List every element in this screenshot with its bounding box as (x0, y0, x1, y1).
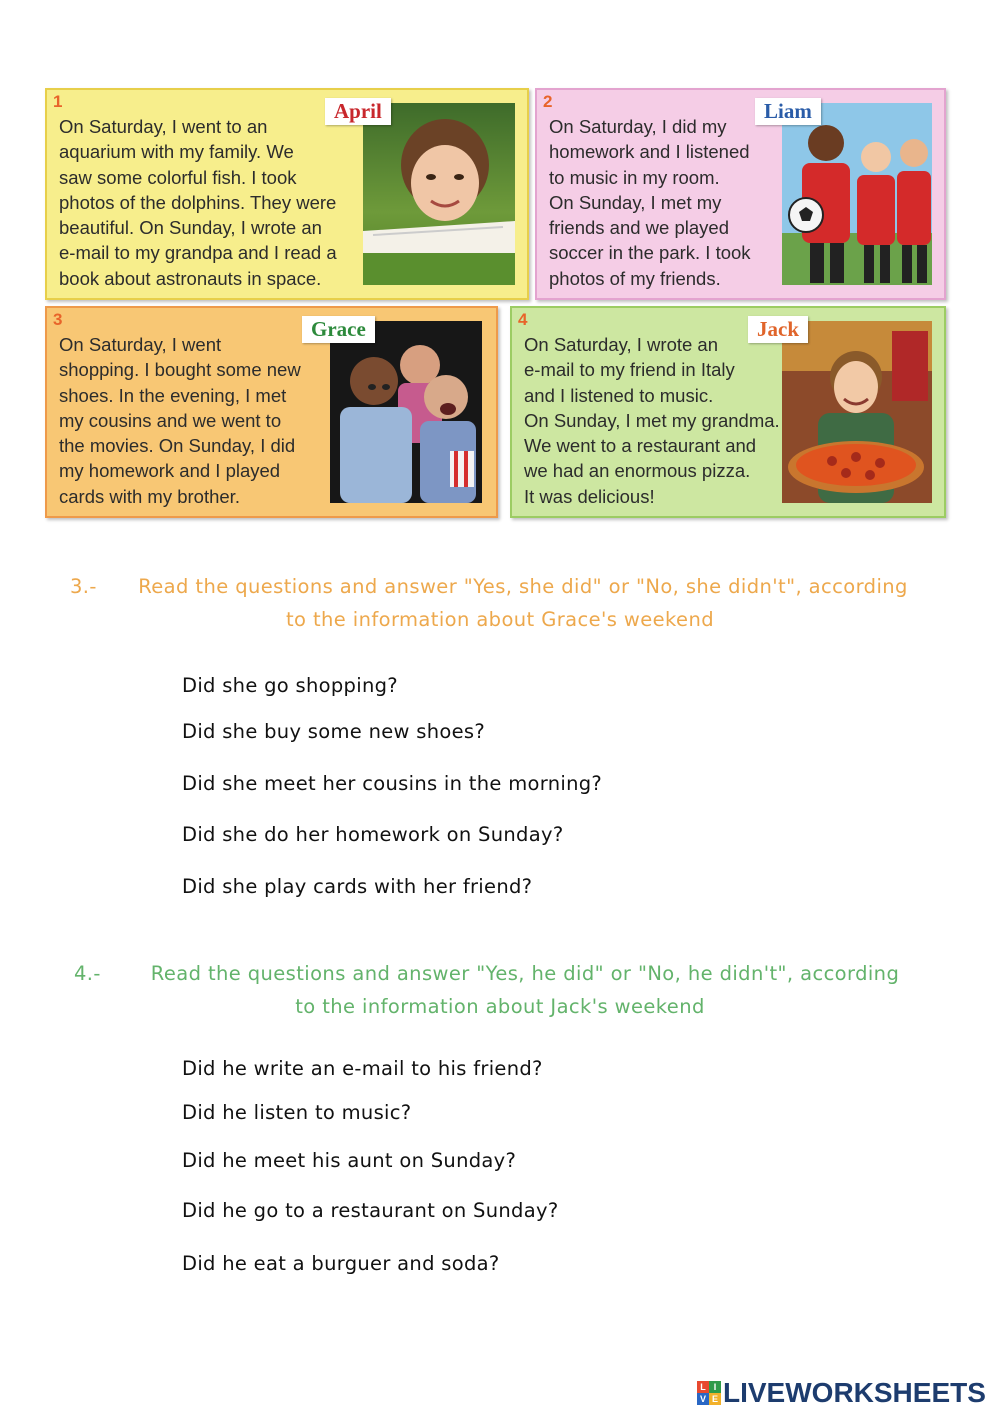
reading-card-april (45, 88, 529, 300)
question-4-1: Did he write an e-mail to his friend? (182, 1057, 543, 1080)
question-3-1: Did she go shopping? (182, 674, 398, 697)
question-4-5: Did he eat a burguer and soda? (182, 1252, 500, 1275)
liveworksheets-logo (697, 1377, 986, 1409)
section-4-number: 4.- (74, 962, 101, 985)
reading-card-jack (510, 306, 946, 518)
reading-card-liam (535, 88, 946, 300)
question-3-4: Did she do her homework on Sunday? (182, 823, 564, 846)
card-text: On Saturday, I wrote an e-mail to my friend in Italy and I listened to music. On Sunday, I met my grandma. We went to a restaurant and we had an enormous pizza. It was delicious! (524, 334, 780, 507)
grace-photo (330, 321, 482, 503)
question-4-3: Did he meet his aunt on Sunday? (182, 1149, 517, 1172)
question-4-4: Did he go to a restaurant on Sunday? (182, 1199, 559, 1222)
question-3-5: Did she play cards with her friend? (182, 875, 533, 898)
question-3-3: Did she meet her cousins in the morning? (182, 772, 603, 795)
liveworksheets-logo-text: LIVEWORKSHEETS (723, 1377, 986, 1408)
section-4-instruction-line2: to the information about Jack's weekend (295, 995, 705, 1018)
section-3-instruction-line1: Read the questions and answer "Yes, she did" or "No, she didn't", according (138, 575, 908, 598)
card-number: 3 (53, 310, 63, 329)
section-3-heading (0, 570, 1000, 636)
reading-card-grace (45, 306, 498, 518)
name-tag-grace: Grace (302, 316, 375, 343)
jack-photo (782, 321, 932, 503)
card-number: 1 (53, 92, 63, 111)
liveworksheets-logo-icon: L I V E (697, 1381, 721, 1405)
card-text: On Saturday, I went shopping. I bought some new shoes. In the evening, I met my cousins and we went to the movies. On Sunday, I did my homework and I played cards with my brother. (59, 334, 301, 507)
liam-photo (782, 103, 932, 285)
section-4-heading (0, 957, 1000, 1023)
card-text: On Saturday, I went to an aquarium with my family. We saw some colorful fish. I took photos of the dolphins. They were beautiful. On Sunday, I wrote an e-mail to my grandpa and I read a book about astronauts in space. (59, 116, 337, 289)
name-tag-jack: Jack (748, 316, 808, 343)
question-3-2: Did she buy some new shoes? (182, 720, 486, 743)
card-text: On Saturday, I did my homework and I listened to music in my room. On Sunday, I met my friends and we played soccer in the park. I took photos of my friends. (549, 116, 751, 289)
section-4-instruction-line1: Read the questions and answer "Yes, he did" or "No, he didn't", according (150, 962, 900, 985)
april-photo (363, 103, 515, 285)
card-number: 2 (543, 92, 553, 111)
card-number: 4 (518, 310, 528, 329)
section-3-instruction-line2: to the information about Grace's weekend (286, 608, 714, 631)
name-tag-april: April (325, 98, 391, 125)
section-3-number: 3.- (70, 575, 97, 598)
question-4-2: Did he listen to music? (182, 1101, 412, 1124)
name-tag-liam: Liam (755, 98, 821, 125)
